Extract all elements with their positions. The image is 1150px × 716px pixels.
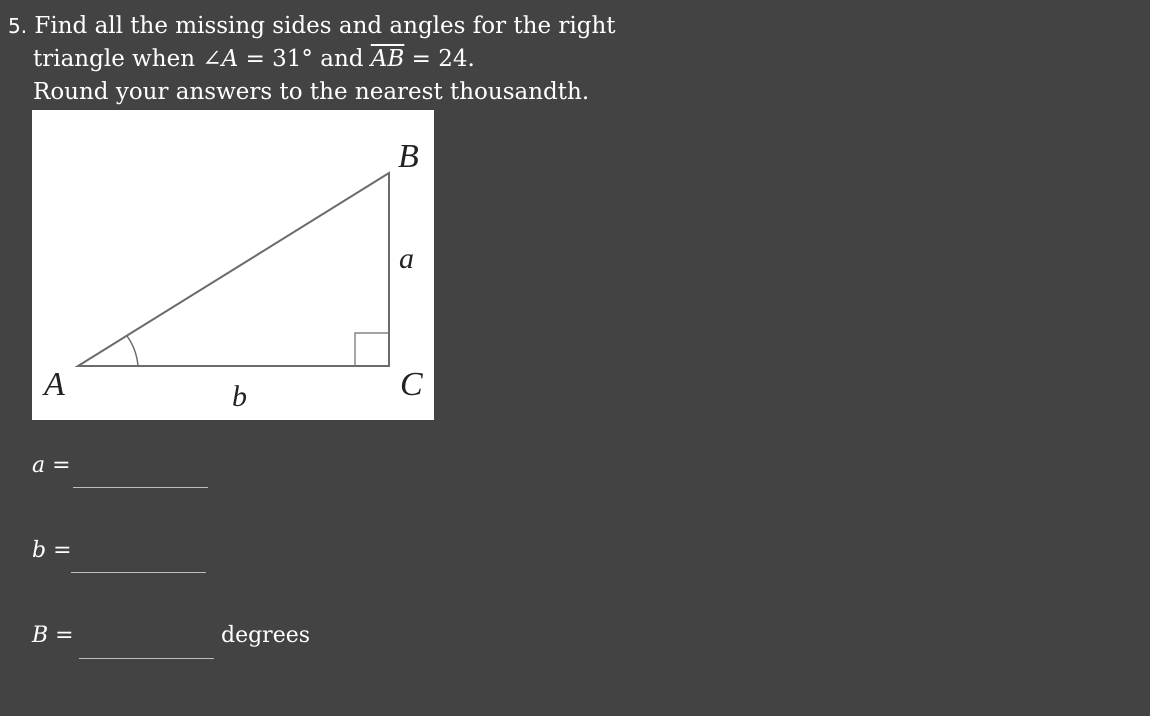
vertex-a-label: A bbox=[44, 366, 65, 403]
triangle-figure bbox=[32, 110, 434, 420]
answer-row-a bbox=[32, 453, 71, 478]
answer-a-var: a bbox=[32, 453, 46, 478]
answer-a-label bbox=[32, 453, 71, 478]
answer-a-input[interactable] bbox=[73, 462, 208, 488]
question-line-1 bbox=[8, 10, 628, 43]
answer-angle-b-equals: = bbox=[55, 623, 74, 648]
question-line-2-prefix: triangle when ∠ bbox=[33, 46, 222, 72]
question-text bbox=[8, 10, 628, 109]
answer-a-equals: = bbox=[52, 453, 71, 478]
triangle-shape bbox=[78, 173, 389, 366]
answer-b-var: b bbox=[32, 538, 47, 563]
answer-b-equals: = bbox=[53, 538, 72, 563]
side-variable: $\overline{AB}$ bbox=[370, 46, 405, 72]
answer-b-label bbox=[32, 538, 72, 563]
question-line-1-text: Find all the missing sides and angles for the right bbox=[34, 13, 616, 39]
degrees-unit-label: degrees bbox=[221, 623, 311, 648]
angle-variable: A bbox=[221, 46, 239, 72]
vertex-c-label: C bbox=[400, 366, 423, 403]
side-a-label: a bbox=[399, 242, 414, 275]
angle-a-arc bbox=[127, 336, 138, 366]
side-b-label: b bbox=[232, 380, 247, 413]
answer-row-b bbox=[32, 538, 72, 563]
answer-angle-b-input[interactable] bbox=[79, 633, 214, 659]
right-angle-marker bbox=[355, 333, 389, 366]
answer-b-input[interactable] bbox=[71, 547, 206, 573]
answer-angle-b-label bbox=[32, 623, 74, 648]
triangle-diagram bbox=[32, 110, 434, 420]
question-line-2 bbox=[8, 43, 628, 76]
answer-angle-b-var: B bbox=[32, 623, 49, 648]
question-number: 5. bbox=[8, 14, 28, 38]
answer-row-angle-b bbox=[32, 623, 74, 648]
question-eq-2: = 24. bbox=[404, 46, 475, 72]
question-eq-1: = 31° and bbox=[238, 46, 371, 72]
question-line-3: Round your answers to the nearest thousandth. bbox=[33, 79, 590, 105]
vertex-b-label: B bbox=[398, 138, 419, 175]
